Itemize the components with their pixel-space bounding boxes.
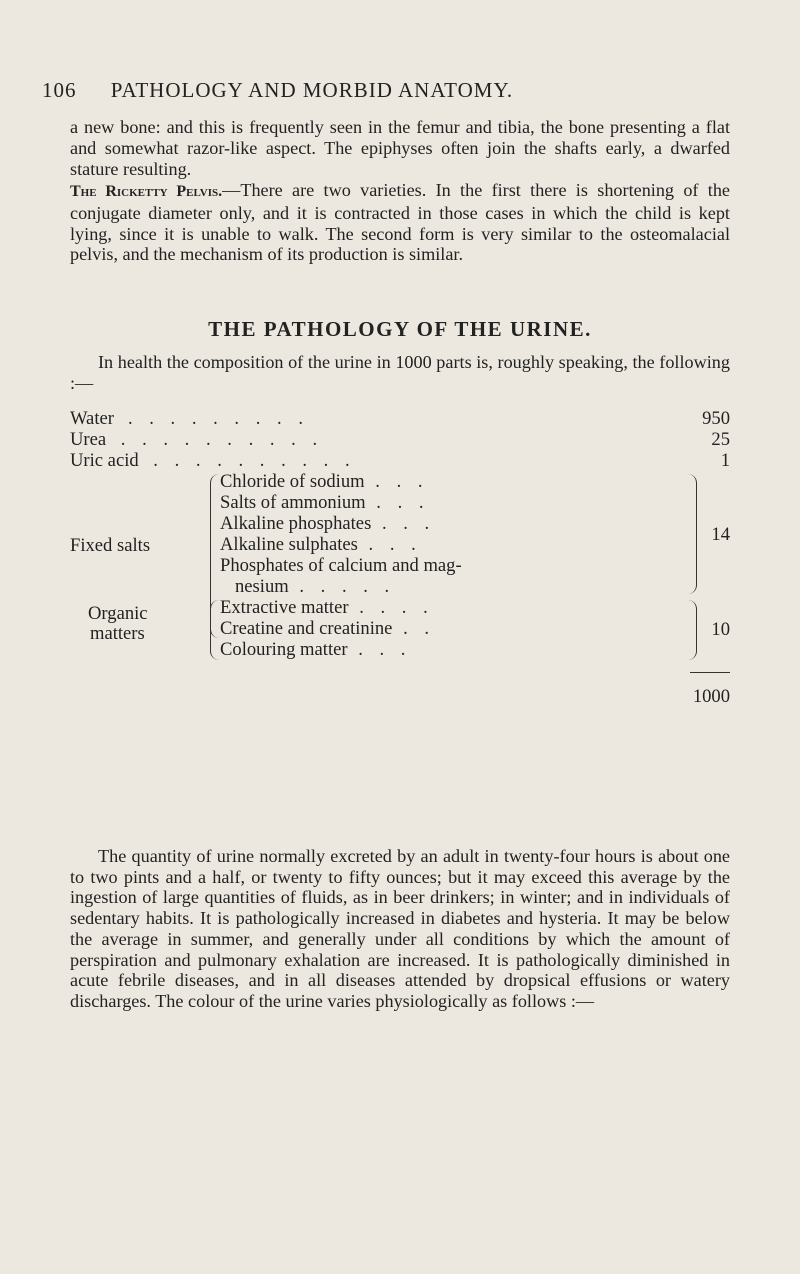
value-fixed-salts: 14 bbox=[711, 524, 730, 545]
running-header bbox=[42, 78, 642, 103]
item-alkaline-sulphates: Alkaline sulphates . . . bbox=[220, 534, 422, 555]
label-urea: Urea bbox=[70, 429, 107, 450]
item-creatine: Creatine and creatinine . . bbox=[220, 618, 436, 639]
item-extractive-matter: Extractive matter . . . . bbox=[220, 597, 434, 618]
item-colouring-matter: Colouring matter . . . bbox=[220, 639, 412, 660]
label-organic-line1: Organic bbox=[88, 603, 148, 624]
label-fixed-salts: Fixed salts bbox=[70, 535, 151, 556]
row-urea: Urea . . . . . . . . . . bbox=[70, 429, 324, 450]
row-uric-acid: Uric acid . . . . . . . . . . bbox=[70, 450, 356, 471]
ricketty-pelvis-text: —There are two varieties. In the first there is shortening of the conjugate diameter only, and it is contracted in those cases in which the child is kept lying, since it is unable to walk. The second form is very similar to the osteomalacial pelvis, and the mechanism of its production is similar. bbox=[70, 180, 730, 265]
item-salts-ammonium: Salts of ammonium . . . bbox=[220, 492, 430, 513]
page-number: 106 bbox=[42, 78, 77, 102]
paragraph-rickets-bone: a new bone: and this is frequently seen in the femur and tibia, the bone presenting a flat and somewhat razor-like aspect. The epiphyses often join the shafts early, a dwarfed stature resulting. bbox=[70, 117, 730, 179]
value-total: 1000 bbox=[692, 686, 730, 707]
section-title: THE PATHOLOGY OF THE URINE. bbox=[208, 317, 592, 341]
value-urea: 25 bbox=[711, 429, 730, 450]
row-water: Water . . . . . . . . . bbox=[70, 408, 309, 429]
label-organic-line2: matters bbox=[90, 623, 145, 644]
running-title: PATHOLOGY AND MORBID ANATOMY. bbox=[110, 78, 514, 102]
organic-matters-brace bbox=[210, 600, 219, 660]
value-uric-acid: 1 bbox=[720, 450, 730, 471]
fixed-salts-right-brace bbox=[688, 474, 697, 594]
paragraph-ricketty-pelvis bbox=[70, 180, 730, 265]
item-nesium: nesium . . . . . bbox=[235, 576, 396, 597]
item-phosphates-calcium: Phosphates of calcium and mag- bbox=[220, 555, 462, 576]
item-chloride-sodium: Chloride of sodium . . . bbox=[220, 471, 429, 492]
paragraph-quantity: The quantity of urine normally excreted by an adult in twenty-four hours is about one to two pints and a half, or twenty to fifty ounces; but it may exceed this average by the ingestion of large quantities of fluids, as in beer drinkers; in winter; and in individuals of sedentary habits. It is pathologically increased in diabetes and hysteria. It may be below the average in summer, and generally under all conditions by which the amount of perspiration and pulmonary exhalation are increased. It is pathologically diminished in acute febrile diseases, and in all diseases attended by dropsical effusions or watery discharges. The colour of the urine varies physiologically as follows :— bbox=[70, 846, 730, 1011]
label-uric-acid: Uric acid bbox=[70, 450, 139, 471]
organic-matters-right-brace bbox=[688, 600, 697, 660]
paragraph-intro-composition: In health the composition of the urine in 1000 parts is, roughly speaking, the following :— bbox=[70, 352, 730, 393]
total-rule bbox=[690, 672, 730, 673]
label-water: Water bbox=[70, 408, 114, 429]
item-alkaline-phosphates: Alkaline phosphates . . . bbox=[220, 513, 436, 534]
value-water: 950 bbox=[702, 408, 730, 429]
value-organic-matters: 10 bbox=[711, 619, 730, 640]
ricketty-pelvis-heading: The Ricketty Pelvis. bbox=[70, 183, 223, 200]
